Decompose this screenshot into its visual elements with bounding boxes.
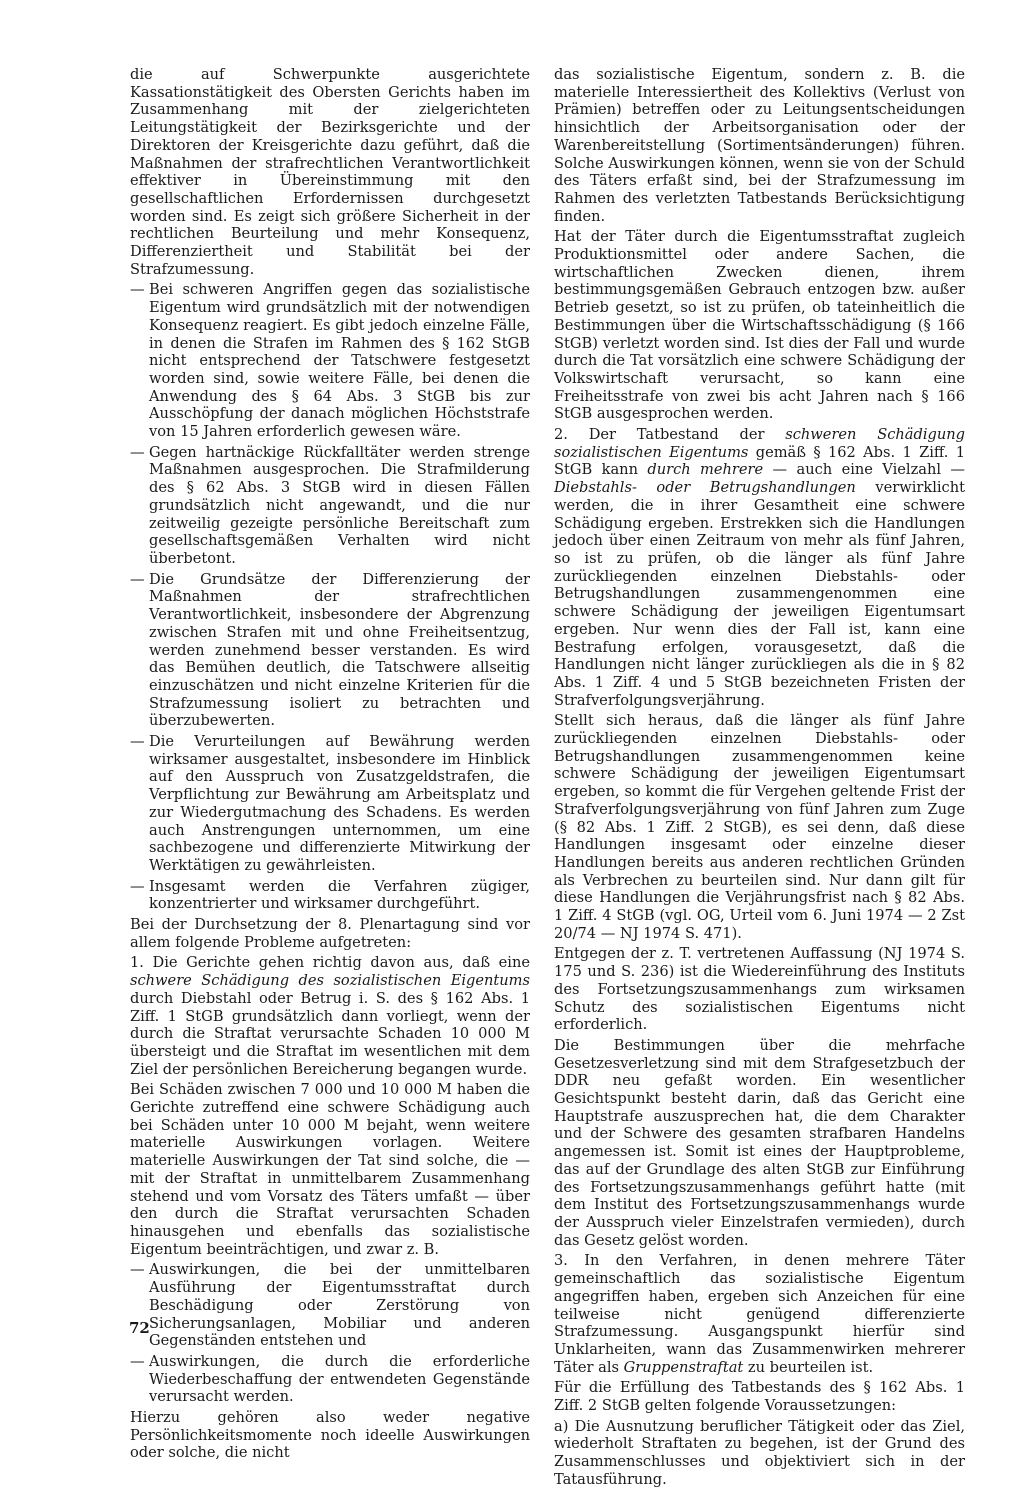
- bullet-list-effects: [130, 1261, 530, 1406]
- paragraph-economic-damage: Hat der Täter durch die Eigentumsstraftat zugleich Produktionsmittel oder andere Sachen, die wirtschaftlichen Zwecken dienen, ihrem bestimmungsgemäßen Gebrauch entzogen bzw. außer Betrieb gesetzt, so ist zu prüfen, ob tateinheitlich die Bestimmungen über die Wirtschaftsschädigung (§ 166 StGB) verletzt worden sind. Ist dies der Fall und wurde durch die Tat vorsätzlich eine schwere Schädigung der Volkswirtschaft verursacht, so kann eine Freiheitsstrafe von zwei bis acht Jahren nach § 166 StGB ausgesprochen werden.: [554, 228, 965, 423]
- paragraph-requirements: Für die Erfüllung des Tatbestands des § 162 Abs. 1 Ziff. 2 StGB gelten folgende Voraussetzungen:: [554, 1379, 965, 1415]
- list-item: — Auswirkungen, die bei der unmittelbaren Ausführung der Eigentumsstraftat durch Beschädigung oder Zerstörung von Sicherungsanlagen, Mobiliar und anderen Gegenständen entstehen und: [130, 1261, 530, 1350]
- list-item: — Gegen hartnäckige Rückfalltäter werden strenge Maßnahmen ausgesprochen. Die Strafmilderung des § 62 Abs. 3 StGB wird in diesen Fällen grundsätzlich nicht angewandt, und die nur zeitweilig gezeigte persönliche Bereitschaft zum gesellschaftsgemäßen Verhalten wird nicht überbetont.: [130, 444, 530, 568]
- paragraph-point-2: 2. Der Tatbestand der schweren Schädigung sozialistischen Eigentums gemäß § 162 Abs. 1 Ziff. 1 StGB kann durch mehrere — auch eine Vielzahl — Diebstahls- oder Betrugshandlungen verwirklicht werden, die in ihrer Gesamtheit eine schwere Schädigung ergeben. Erstrekken sich die Handlungen jedoch über einen Zeitraum von mehr als fünf Jahren, so ist zu prüfen, ob die länger als fünf Jahre zurückliegenden einzelnen Diebstahls- oder Betrugshandlungen zusammengenommen eine schwere Schädigung der jeweiligen Eigentumsart ergeben. Nur wenn dies der Fall ist, kann eine Bestrafung erfolgen, vorausgesetzt, daß die Handlungen nicht länger zurückliegen als die in § 82 Abs. 1 Ziff. 4 und 5 StGB bezeichneten Fristen der Strafverfolgungsverjährung.: [554, 426, 965, 709]
- list-item: — Die Verurteilungen auf Bewährung werden wirksamer ausgestaltet, insbesondere im Hinblick auf den Ausspruch von Zusatzgeldstrafen, die Verpflichtung zur Bewährung am Arbeitsplatz und zur Wiedergutmachung des Schadens. Es werden auch Anstrengungen unternommen, um eine sachbezogene und differenzierte Mitwirkung der Werktätigen zu gewährleisten.: [130, 733, 530, 875]
- emphasis: Gruppenstraftat: [623, 1358, 744, 1376]
- emphasis: schwere Schädigung des sozialistischen Eigentums: [130, 972, 530, 990]
- paragraph-item-a: a) Die Ausnutzung beruflicher Tätigkeit oder das Ziel, wiederholt Straftaten zu begehen, ist der Grund des Zusammenschlusses und objektiviert sich in der Tatausführung.: [554, 1417, 965, 1488]
- list-item: — Auswirkungen, die durch die erforderliche Wiederbeschaffung der entwendeten Gegenstände verursacht werden.: [130, 1353, 530, 1406]
- paragraph-continuation: das sozialistische Eigentum, sondern z. B. die materielle Interessiertheit des Kollektivs (Verlust von Prämien) betreffen oder zu Leitungsentscheidungen hinsichtlich der Arbeitsorganisation oder der Warenbereitstellung (Sortimentsänderungen) führen. Solche Auswirkungen können, wenn sie von der Schuld des Täters erfaßt sind, bei der Strafzumessung im Rahmen des verletzten Tatbestands Berücksichtigung finden.: [554, 66, 965, 225]
- list-item: — Die Grundsätze der Differenzierung der Maßnahmen der strafrechtlichen Verantwortlichkeit, insbesondere der Abgrenzung zwischen Strafen mit und ohne Freiheitsentzug, werden zunehmend besser verstanden. Es wird das Bemühen deutlich, die Tatschwere allseitig einzuschätzen und nicht einzelne Kriterien für die Strafzumessung isoliert zu betrachten und überzubewerten.: [130, 571, 530, 730]
- right-column: [554, 66, 965, 1492]
- emphasis: schweren Schädigung sozialistischen Eigentums: [554, 426, 965, 461]
- paragraph-intro: die auf Schwerpunkte ausgerichtete Kassationstätigkeit des Obersten Gerichts haben im Zusammenhang mit der zielgerichteten Leitungstätigkeit der Bezirksgerichte und der Direktoren der Kreisgerichte dazu geführt, daß die Maßnahmen der strafrechtlichen Verantwortlichkeit effektiver in Übereinstimmung mit den gesellschaftlichen Erfordernissen durchgesetzt worden sind. Es zeigt sich größere Sicherheit in der rechtlichen Beurteilung und mehr Konsequenz, Differenziertheit und Stabilität bei der Strafzumessung.: [130, 66, 530, 278]
- paragraph-point-1: 1. Die Gerichte gehen richtig davon aus, daß eine schwere Schädigung des sozialistischen Eigentums durch Diebstahl oder Betrug i. S. des § 162 Abs. 1 Ziff. 1 StGB grundsätzlich dann vorliegt, wenn der durch die Straftat verursachte Schaden 10 000 M übersteigt und die Straftat im wesentlichen mit dem Ziel der persönlichen Bereicherung begangen wurde.: [130, 954, 530, 1078]
- paragraph-problems: Bei der Durchsetzung der 8. Plenartagung sind vor allem folgende Probleme aufgetreten:: [130, 916, 530, 951]
- paragraph-limitation: Stellt sich heraus, daß die länger als fünf Jahre zurückliegenden einzelnen Diebstahls- oder Betrugshandlungen zusammengenommen keine schwere Schädigung der jeweiligen Eigentumsart ergeben, so kommt die für Vergehen geltende Frist der Strafverfolgungsverjährung von fünf Jahren zum Zuge (§ 82 Abs. 1 Ziff. 2 StGB), es sei denn, daß diese Handlungen insgesamt oder einzelne dieser Handlungen bereits aus anderen rechtlichen Gründen als Verbrechen zu beurteilen sind. Nur dann gilt für diese Handlungen die Verjährungsfrist nach § 82 Abs. 1 Ziff. 4 StGB (vgl. OG, Urteil vom 6. Juni 1974 — 2 Zst 20/74 — NJ 1974 S. 471).: [554, 712, 965, 942]
- emphasis: durch mehrere: [647, 461, 764, 479]
- emphasis: Diebstahls- oder Betrugshandlungen: [554, 479, 856, 497]
- paragraph-hierzu: Hierzu gehören also weder negative Persönlichkeitsmomente noch ideelle Auswirkungen oder solche, die nicht: [130, 1409, 530, 1462]
- paragraph-contrary-view: Entgegen der z. T. vertretenen Auffassung (NJ 1974 S. 175 und S. 236) ist die Wiedereinführung des Instituts des Fortsetzungszusammenhangs zum wirksamen Schutz des sozialistischen Eigentums nicht erforderlich.: [554, 945, 965, 1034]
- bullet-list-findings: [130, 281, 530, 913]
- list-item: — Insgesamt werden die Verfahren zügiger, konzentrierter und wirksamer durchgeführt.: [130, 878, 530, 913]
- paragraph-provisions: Die Bestimmungen über die mehrfache Gesetzesverletzung sind mit dem Strafgesetzbuch der DDR neu gefaßt worden. Ein wesentlicher Gesichtspunkt besteht darin, daß das Gericht eine Hauptstrafe auszusprechen hat, die dem Charakter und der Schwere des gesamten strafbaren Handelns angemessen ist. Somit ist eines der Hauptprobleme, das auf der Grundlage des alten StGB zur Einführung des Fortsetzungszusammenhangs geführt hatte (mit dem Institut des Fortsetzungszusammenhangs wurde der Ausspruch vieler Einzelstrafen vermieden), durch das Gesetz gelöst worden.: [554, 1036, 965, 1249]
- paragraph-point-3: 3. In den Verfahren, in denen mehrere Täter gemeinschaftlich das sozialistische Eigentum angegriffen haben, ergeben sich Anzeichen für eine teilweise nicht genügend differenzierte Strafzumessung. Ausgangspunkt hierfür sind Unklarheiten, wann das Zusammenwirken mehrerer Täter als Gruppenstraftat zu beurteilen ist.: [554, 1252, 965, 1376]
- paragraph-damages: Bei Schäden zwischen 7 000 und 10 000 M haben die Gerichte zutreffend eine schwere Schädigung auch bei Schäden unter 10 000 M bejaht, wenn weitere materielle Auswirkungen vorlagen. Weitere materielle Auswirkungen der Tat sind solche, die — mit der Straftat in unmittelbarem Zusammenhang stehend und vom Vorsatz des Täters umfaßt — über den durch die Straftat verursachten Schaden hinausgehen und ebenfalls das sozialistische Eigentum beeinträchtigen, und zwar z. B.: [130, 1081, 530, 1258]
- page-number: 72: [129, 1319, 150, 1337]
- left-column: [130, 66, 530, 1465]
- list-item: — Bei schweren Angriffen gegen das sozialistische Eigentum wird grundsätzlich mit der notwendigen Konsequenz reagiert. Es gibt jedoch einzelne Fälle, in denen die Strafen im Rahmen des § 162 StGB nicht entsprechend der Tatschwere festgesetzt worden sind, sowie weitere Fälle, bei denen die Anwendung des § 64 Abs. 3 StGB bis zur Ausschöpfung der danach möglichen Höchststrafe von 15 Jahren erforderlich gewesen wäre.: [130, 281, 530, 440]
